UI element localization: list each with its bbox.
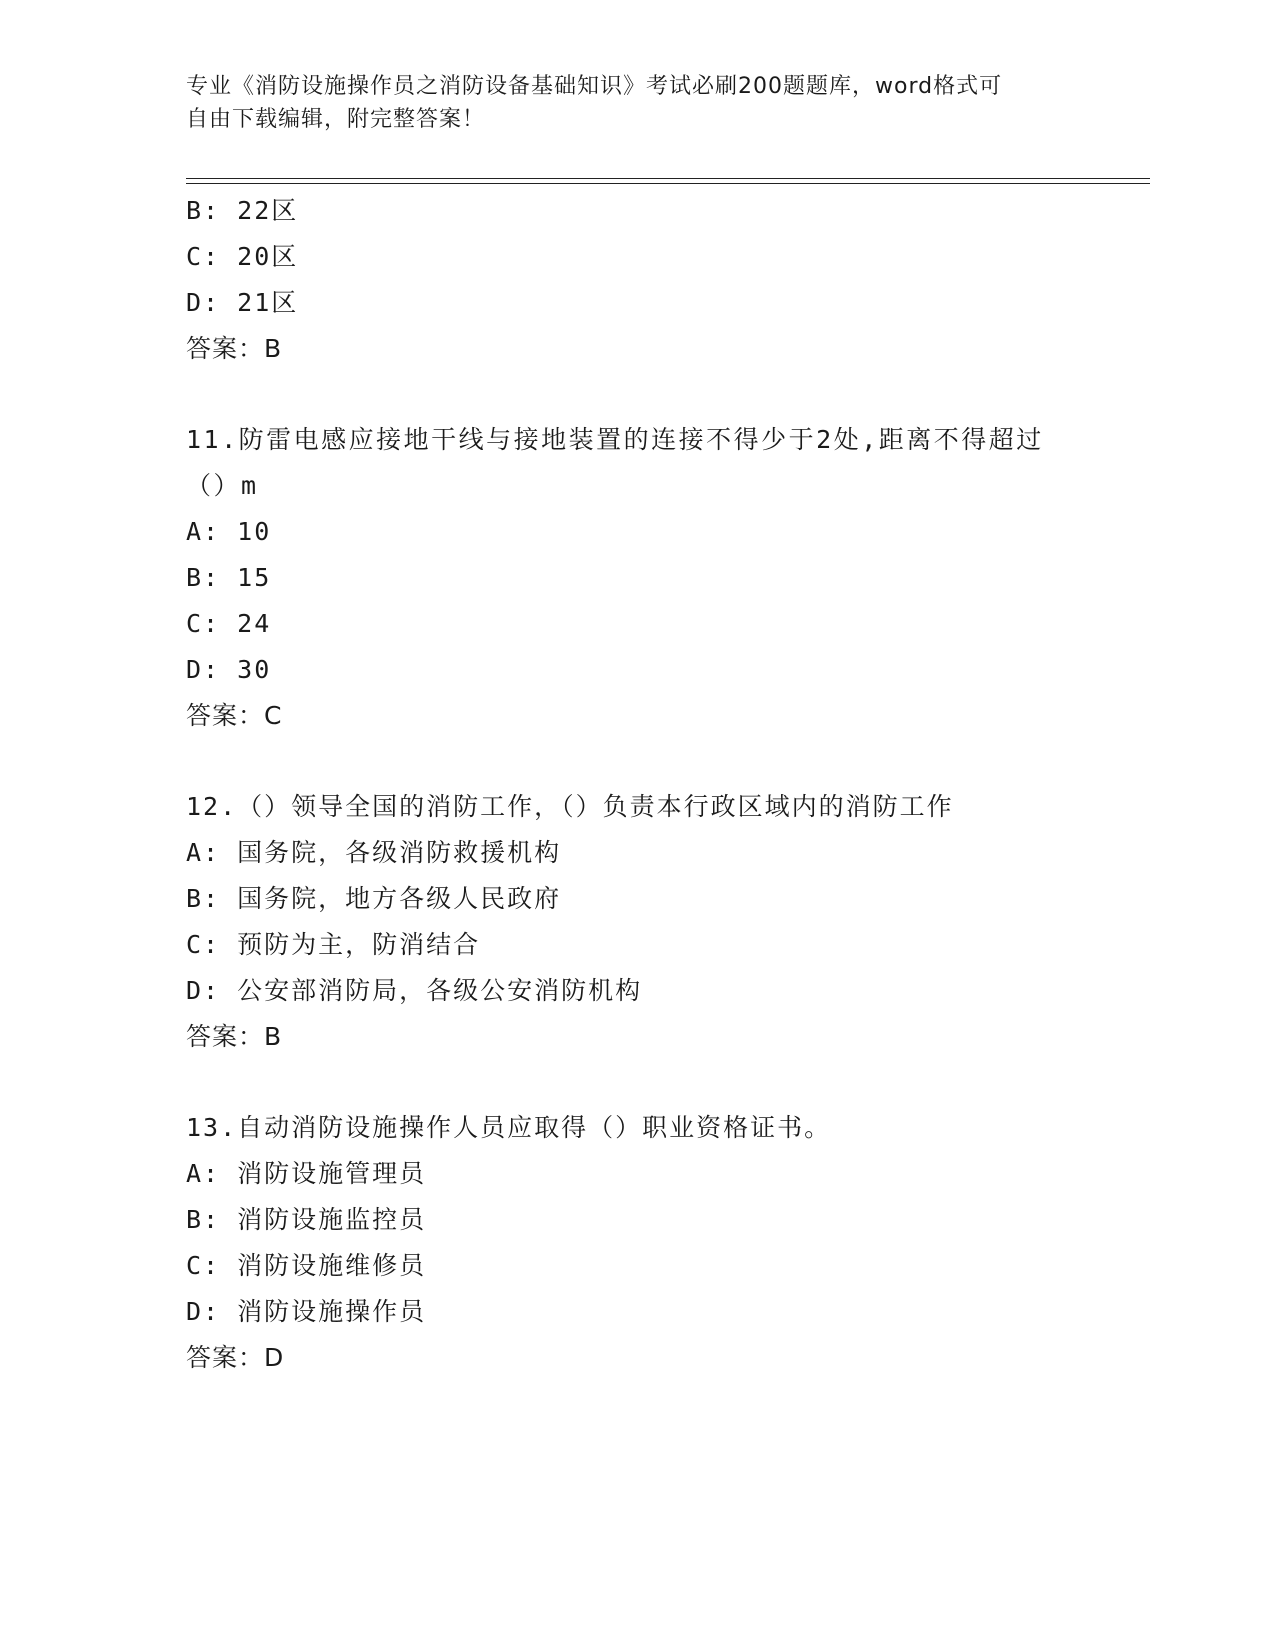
header-line-2: 自由下载编辑，附完整答案！: [186, 107, 486, 132]
question-10-continued: [186, 188, 1086, 372]
option-a: A: 国务院，各级消防救援机构: [186, 838, 562, 867]
question-stem: 13.自动消防设施操作人员应取得（）职业资格证书。: [186, 1113, 832, 1142]
header-divider-bottom: [186, 183, 1150, 184]
option-d: D: 消防设施操作员: [186, 1297, 427, 1326]
option-d: D: 30: [186, 655, 272, 684]
question-stem: 11.防雷电感应接地干线与接地装置的连接不得少于2处,距离不得超过（）m: [186, 425, 1044, 500]
option-b: B: 15: [186, 563, 272, 592]
option-c: C: 预防为主，防消结合: [186, 930, 481, 959]
spacer: [186, 739, 1086, 784]
answer-line: 答案：C: [186, 701, 283, 730]
option-b: B: 22区: [186, 196, 299, 225]
answer-line: 答案：B: [186, 1022, 283, 1051]
question-list: [186, 188, 1086, 1381]
option-c: C: 24: [186, 609, 272, 638]
document-header: [186, 70, 1066, 136]
option-a: A: 消防设施管理员: [186, 1159, 427, 1188]
option-b: B: 国务院，地方各级人民政府: [186, 884, 562, 913]
option-d: D: 公安部消防局，各级公安消防机构: [186, 976, 643, 1005]
question-stem: 12.（）领导全国的消防工作，（）负责本行政区域内的消防工作: [186, 792, 954, 821]
question-13: [186, 1105, 1086, 1381]
header-line-1: 专业《消防设施操作员之消防设备基础知识》考试必刷200题题库，word格式可: [186, 74, 1003, 99]
question-12: [186, 784, 1086, 1060]
answer-line: 答案：D: [186, 1343, 285, 1372]
header-divider-top: [186, 178, 1150, 179]
answer-line: 答案：B: [186, 334, 283, 363]
option-a: A: 10: [186, 517, 272, 546]
option-c: C: 20区: [186, 242, 299, 271]
option-c: C: 消防设施维修员: [186, 1251, 427, 1280]
spacer: [186, 1060, 1086, 1105]
option-b: B: 消防设施监控员: [186, 1205, 427, 1234]
option-d: D: 21区: [186, 288, 299, 317]
spacer: [186, 372, 1086, 417]
question-11: [186, 417, 1086, 739]
